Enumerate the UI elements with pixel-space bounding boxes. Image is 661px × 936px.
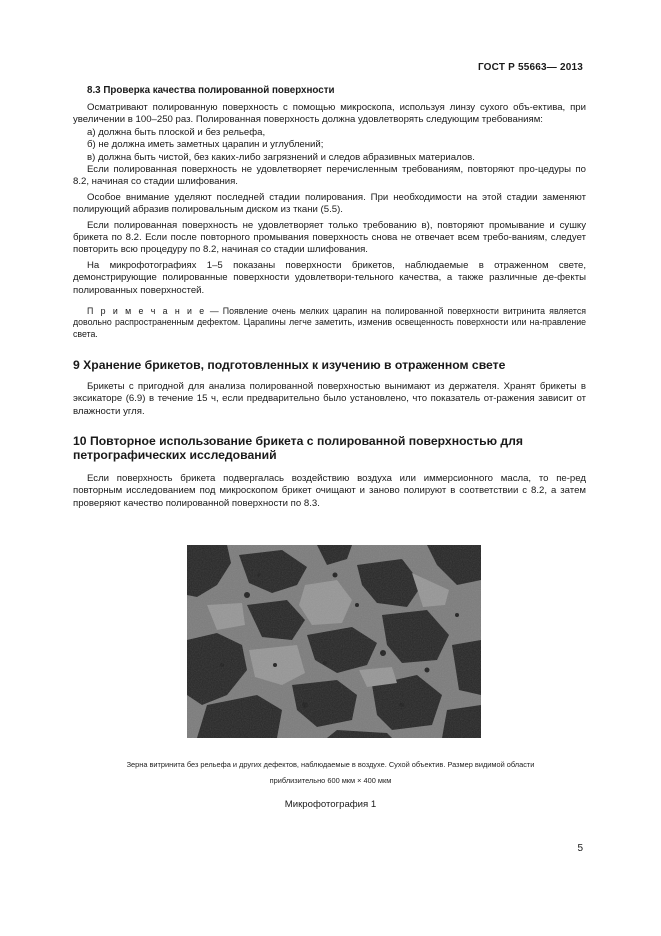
micrograph-image (187, 545, 481, 738)
figure-caption-line-1: Зерна витринита без рельефа и других дефектов, наблюдаемые в воздухе. Сухой объектив. Размер видимой области (126, 760, 535, 769)
paragraph: Осматривают полированную поверхность с помощью микроскопа, используя линзу сухого объ-ектива, при увеличении в 100–250 раз. Полированная поверхность должна удовлетворять следующим требованиям: (73, 102, 586, 126)
list-item-b: б) не должна иметь заметных царапин и углублений; (87, 139, 324, 151)
paragraph: Если поверхность брикета подвергалась воздействию воздуха или иммерсионного масла, то пе-ред повторным исследованием под микроскопом брикет очищают и заново полируют в соответствии с 8.2, а затем проверяют качество полированной поверхности по 8.3. (73, 472, 586, 509)
figure-caption-line-2: приблизительно 600 мкм × 400 мкм (269, 776, 392, 785)
subsection-title-8-3: 8.3 Проверка качества полированной поверхности (87, 85, 335, 96)
note-label: П р и м е ч а н и е (87, 306, 206, 317)
paragraph: На микрофотографиях 1–5 показаны поверхности брикетов, наблюдаемые в отраженном свете, демонстрирующие полированные поверхности удовлетвори-тельного качества, а также различные де-фекты полированных поверхностей. (73, 259, 586, 296)
list-item-a: а) должна быть плоской и без рельефа, (87, 126, 266, 138)
figure-label: Микрофотография 1 (284, 799, 377, 810)
paragraph: Брикеты с пригодной для анализа полированной поверхностью вынимают из держателя. Хранят брикеты в эксикаторе (6.9) в течение 15 ч, если предварительно было установлено, что показатель от-ражения зависит от влажности угля. (73, 380, 586, 417)
list-item-c: в) должна быть чистой, без каких-либо загрязнений и следов абразивных материалов. (87, 151, 475, 163)
paragraph: Если полированная поверхность не удовлетворяет только требованию в), повторяют промывание и сушку брикета по 8.2. Если после повторного промывания поверхность снова не отвечает всем требо-ваниям, следует повторить всю процедуру по 8.2, начиная со стадии шлифования. (73, 219, 586, 256)
section-title-9: 9 Хранение брикетов, подготовленных к изучению в отраженном свете (73, 357, 506, 372)
page-content (73, 84, 586, 510)
document-standard-id: ГОСТ Р 55663— 2013 (477, 62, 583, 73)
paragraph: Если полированная поверхность не удовлетворяет перечисленным требованиям, повторяют про-цедуры по 8.2, начиная со стадии шлифования. (73, 164, 586, 188)
note (73, 306, 586, 340)
section-title-10: 10 Повторное использование брикета с полированной поверхностью для петрографических исследований (73, 433, 523, 462)
figure-caption (73, 757, 588, 789)
note-text: — Появление очень мелких царапин на полированной поверхности витринита является довольно распространенным дефектом. Царапины легче заметить, изменив освещенность поверхности или на-правление света. (73, 306, 587, 339)
paragraph: Особое внимание уделяют последней стадии полирования. При необходимости на этой стадии заменяют полирующий абразив полировальным диском из ткани (5.5). (73, 191, 586, 216)
page-number: 5 (577, 843, 583, 854)
